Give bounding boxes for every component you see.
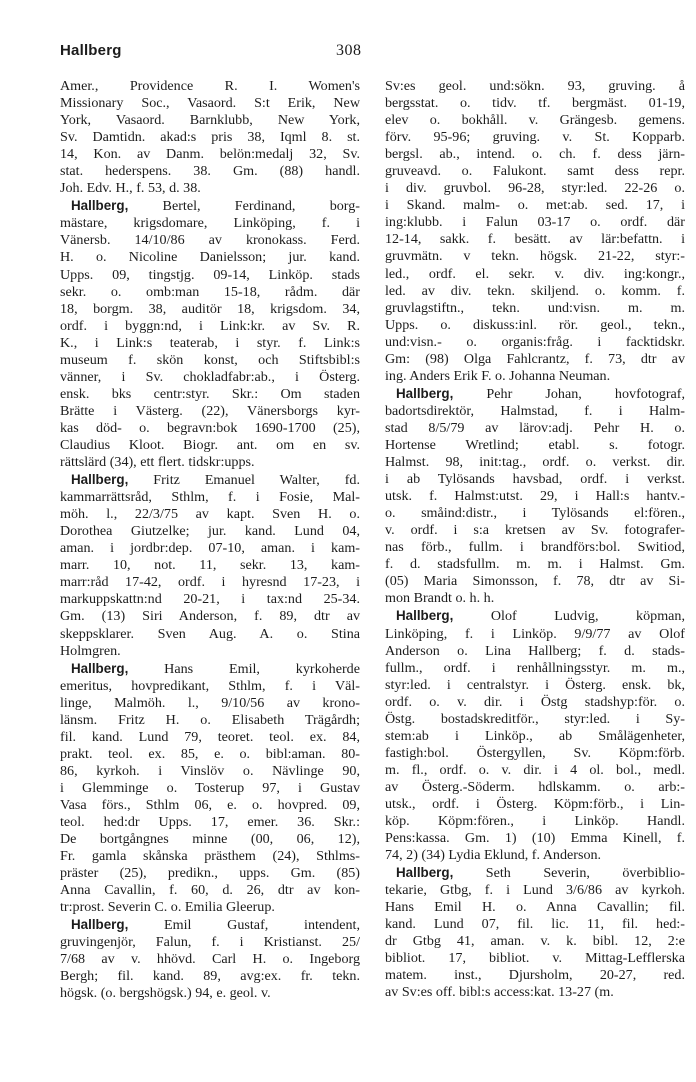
- text-line: Missionary Soc., Vasaord. S:t Erik, New: [60, 95, 360, 112]
- text-line: Anderson o. Lina Hallberg; f. d. stads-: [385, 642, 685, 659]
- text-line: gruvingenjör, Falun, f. i Kristianst. 25/: [60, 934, 360, 951]
- running-head: Hallberg: [60, 42, 122, 59]
- text-line: av Sv:es off. bibl:s access:kat. 13-27 (m.: [385, 984, 614, 1001]
- entry-heading-line: Hallberg, Bertel, Ferdinand, borg-: [71, 198, 360, 215]
- text-line: led. av div. tekn. skiljend. o. komm. f.: [385, 282, 685, 299]
- text-line: Fr. gamla skånska prästhem (24), Sthlms-: [60, 848, 360, 865]
- text-line: bergsstat. o. tidv. tf. bergmäst. 01-19,: [385, 95, 685, 112]
- text-line: v. ordf. i s:a kretsen av Sv. fotografer-: [385, 522, 685, 539]
- text-line: vänner, i Sv. chokladfabr:ab., i Österg.: [60, 368, 360, 385]
- text-line: kand. Lund 07, fil. lic. 11, fil. hed:-: [385, 916, 685, 933]
- text-line: Claudius Kloot. Biogr. ant. om en sv.: [60, 436, 360, 453]
- text-line: linge, Malmöh. l., 9/10/56 av krono-: [60, 694, 360, 711]
- text-line: gruveavd. o. Falukont. samt dess repr.: [385, 163, 685, 180]
- text-line: tekarie, Gtbg, f. i Lund 3/6/86 av kyrkoh.: [385, 882, 685, 899]
- text-line: Holmgren.: [60, 642, 121, 659]
- text-line: Halmst. 98, init:tag., ordf. o. verkst. dir.: [385, 454, 685, 471]
- text-line: o. småind:distr., i Tylösands el:fören.,: [385, 505, 685, 522]
- text-line: teol. hed:dr Upps. 17, emer. 36. Skr.:: [60, 814, 360, 831]
- text-line: möh. l., 22/3/75 av kapt. Sven H. o.: [60, 506, 360, 523]
- text-line: nas förb., fullm. i brandförs:bol. Switiod,: [385, 539, 685, 556]
- text-line: stat. hederspens. 38. Gm. (88) handl.: [60, 163, 360, 180]
- entry-surname: Hallberg,: [71, 472, 129, 488]
- text-line: Gm. (13) Siri Anderson, f. 89, dtr av: [60, 608, 360, 625]
- text-line: led., ordf. el. sekr. v. div. ing:kongr.,: [385, 265, 685, 282]
- text-line: badortsdirektör, Halmstad, f. i Halm-: [385, 402, 685, 419]
- text-line: De bortgångnes minne (00, 06, 12),: [60, 831, 360, 848]
- text-line: emeritus, hovpredikant, Sthlm, f. i Väl-: [60, 677, 360, 694]
- text-line: präster (25), predikn., upps. Gm. (85): [60, 865, 360, 882]
- text-line: gruvlagstiftn., tekn. und:visn. m. m.: [385, 299, 685, 316]
- entry-heading-line: Hallberg, Hans Emil, kyrkoherde: [71, 660, 360, 677]
- text-line: H. o. Nicoline Danielsson; jur. kand.: [60, 249, 360, 266]
- text-line: Vänersb. 14/10/86 av kronokass. Ferd.: [60, 232, 360, 249]
- text-line: förv. 95-96; gruving. v. St. Kopparb.: [385, 129, 685, 146]
- text-line: Linköping, f. i Linköp. 9/9/77 av Olof: [385, 625, 685, 642]
- text-line: aman. i jordbr:dep. 07-10, aman. i kam-: [60, 540, 360, 557]
- entry-heading-line: Hallberg, Emil Gustaf, intendent,: [71, 917, 360, 934]
- text-line: marr:råd 17-42, ordf. i hyresnd 17-23, i: [60, 574, 360, 591]
- entry-surname: Hallberg,: [71, 917, 129, 933]
- text-line: m. fl., ordf. o. v. dir. i 4 ol. bol., medl.: [385, 761, 685, 778]
- text-line: dr Gtbg 41, aman. v. k. bibl. 12, 2:e: [385, 933, 685, 950]
- text-line: 18, borgm. 38, auditör 18, krigsdom. 34,: [60, 300, 360, 317]
- text-line: sekr. o. omb:man 15-18, rådm. där: [60, 283, 360, 300]
- entry-surname: Hallberg,: [396, 385, 454, 401]
- entry-surname: Hallberg,: [71, 198, 129, 214]
- text-line: köp. Köpm:fören., i Linköp. Handl.: [385, 813, 685, 830]
- text-line: fil. kand. Lund 79, teoret. teol. ex. 84,: [60, 728, 360, 745]
- text-line: ing. Anders Erik F. o. Johanna Neuman.: [385, 367, 611, 384]
- text-line: K., i Link:s teaterab, i styr. f. Link:s: [60, 334, 360, 351]
- text-line: 74, 2) (34) Lydia Eklund, f. Anderson.: [385, 847, 602, 864]
- text-line: York, Vasaord. Barnklubb, New York,: [60, 112, 360, 129]
- text-line: markuppskattn:nd 20-21, i tax:nd 25-34.: [60, 591, 360, 608]
- text-line: i Skand. malm- o. met:ab. sed. 17, i: [385, 197, 685, 214]
- text-line: i div. gruvbol. 96-28, styr:led. 22-26 o.: [385, 180, 685, 197]
- entry-heading-line: Hallberg, Fritz Emanuel Walter, fd.: [71, 472, 360, 489]
- text-line: skeppsklarer. Sven Aug. A. o. Stina: [60, 625, 360, 642]
- text-line: stad 8/5/79 av lärov:adj. Pehr H. o.: [385, 419, 685, 436]
- text-line: högsk. (o. bergshögsk.) 94, e. geol. v.: [60, 985, 271, 1002]
- text-line: styr:led. i centralstyr. i Österg. ensk. bk,: [385, 676, 685, 693]
- text-line: av Österg.-Söderm. hdlskamm. o. arb:-: [385, 778, 685, 795]
- text-line: ing:klubb. i Falun 03-17 o. ordf. där: [385, 214, 685, 231]
- text-line: Joh. Edv. H., f. 53, d. 38.: [60, 180, 201, 197]
- text-line: bibliot. 17, bibliot. v. Mittag-Lefflerska: [385, 950, 685, 967]
- right-column: [385, 78, 685, 1002]
- text-line: 86, kyrkoh. i Vinslöv o. Nävlinge 90,: [60, 762, 360, 779]
- text-line: (05) Maria Simonsson, f. 78, dtr av Si-: [385, 573, 685, 590]
- text-line: utsk. f. Halmst:utst. 29, i Hall:s hantv.-: [385, 488, 685, 505]
- text-line: 14, Kon. av Danm. belön:medalj 32, Sv.: [60, 146, 360, 163]
- text-line: bergsl. ab., intend. o. ch. f. dess järn-: [385, 146, 685, 163]
- text-line: Hortense Wretlind; etabl. s. fotogr.: [385, 436, 685, 453]
- text-line: gruvmätn. v tekn. högsk. 21-22, styr:-: [385, 248, 685, 265]
- text-line: ordf. o. v. dir. i Östg stadshyp:för. o.: [385, 693, 685, 710]
- text-line: Bergh; fil. kand. 89, avg:ex. fr. tekn.: [60, 968, 360, 985]
- entry-heading-line: Hallberg, Olof Ludvig, köpman,: [396, 608, 685, 625]
- text-line: und:visn.- o. organis:fråg. i facktidskr.: [385, 333, 685, 350]
- text-line: Hans Emil H. o. Anna Cavallin; fil.: [385, 899, 685, 916]
- text-line: Brätte i Västerg. (22), Vänersborgs kyr-: [60, 402, 360, 419]
- entry-surname: Hallberg,: [396, 865, 454, 881]
- left-column: [60, 78, 360, 1003]
- text-line: ordf. i byggn:nd, i Link:kr. av Sv. R.: [60, 317, 360, 334]
- text-line: fastigh:bol. Östergyllen, Sv. Köpm:förb.: [385, 744, 685, 761]
- text-line: tr:prost. Severin C. o. Emilia Gleerup.: [60, 899, 275, 916]
- text-line: Pens:kassa. Gm. 1) (10) Emma Kinell, f.: [385, 830, 685, 847]
- text-line: ensk. bks centr:styr. Skr.: Om staden: [60, 385, 360, 402]
- text-line: Amer., Providence R. I. Women's: [60, 78, 360, 94]
- text-line: Anna Cavallin, f. 60, d. 26, dtr av kon-: [60, 882, 360, 899]
- text-line: Upps. o. diskuss:inl. rör. geol., tekn.,: [385, 316, 685, 333]
- text-line: i ab Tylösands havsbad, ordf. i verkst.: [385, 471, 685, 488]
- text-line: rättslärd (34), ett flert. tidskr:upps.: [60, 454, 255, 471]
- entry-surname: Hallberg,: [396, 608, 454, 624]
- entry-heading-line: Hallberg, Seth Severin, överbiblio-: [396, 865, 685, 882]
- text-line: Sv. Damtidn. akad:s pris 38, Iqml 8. st.: [60, 129, 360, 146]
- text-line: 12-14, sakk. f. besätt. av lär:befattn. i: [385, 231, 685, 248]
- text-line: Dorothea Giutzelke; jur. kand. Lund 04,: [60, 523, 360, 540]
- text-line: länsm. Fritz H. o. Elisabeth Trägårdh;: [60, 711, 360, 728]
- text-line: kas död- o. begravn:bok 1690-1700 (25),: [60, 419, 360, 436]
- text-line: marr. 10, not. 11, sekr. 13, kam-: [60, 557, 360, 574]
- text-line: mon Brandt o. h. h.: [385, 590, 495, 607]
- text-line: i Glemminge o. Tosterup 97, i Gustav: [60, 779, 360, 796]
- text-line: 7/68 av v. hhövd. Carl H. o. Ingeborg: [60, 951, 360, 968]
- text-line: Vasa förs., Sthlm 06, e. o. hovpred. 09,: [60, 796, 360, 813]
- text-line: elev o. bokhåll. v. Grängesb. gemens.: [385, 112, 685, 129]
- text-line: Upps. 09, tingstjg. 09-14, Linköp. stads: [60, 266, 360, 283]
- text-line: Sv:es geol. und:sökn. 93, gruving. å: [385, 78, 685, 94]
- text-line: prakt. teol. ex. 85, e. o. bibl:aman. 80-: [60, 745, 360, 762]
- entry-surname: Hallberg,: [71, 660, 129, 676]
- text-line: Östg. bostadskreditför., styr:led. i Sy-: [385, 710, 685, 727]
- text-line: stem:ab i Linköp., ab Smålägenheter,: [385, 727, 685, 744]
- text-line: Gm: (98) Olga Fahlcrantz, f. 73, dtr av: [385, 350, 685, 367]
- text-line: fullm., ordf. i renhållningsstyr. m. m.,: [385, 659, 685, 676]
- text-line: museum f. skön konst, och Stiftsbibl:s: [60, 351, 360, 368]
- text-line: f. d. stadsfullm. m. m. i Halmst. Gm.: [385, 556, 685, 573]
- page-number: 308: [336, 42, 362, 59]
- text-line: utsk., ordf. i Österg. Köpm:förb., i Lin-: [385, 795, 685, 812]
- text-line: matem. inst., Djursholm, 20-27, red.: [385, 967, 685, 984]
- entry-heading-line: Hallberg, Pehr Johan, hovfotograf,: [396, 385, 685, 402]
- text-line: kammarrättsråd, Sthlm, f. i Fosie, Mal-: [60, 489, 360, 506]
- text-line: mästare, krigsdomare, Linköping, f. i: [60, 215, 360, 232]
